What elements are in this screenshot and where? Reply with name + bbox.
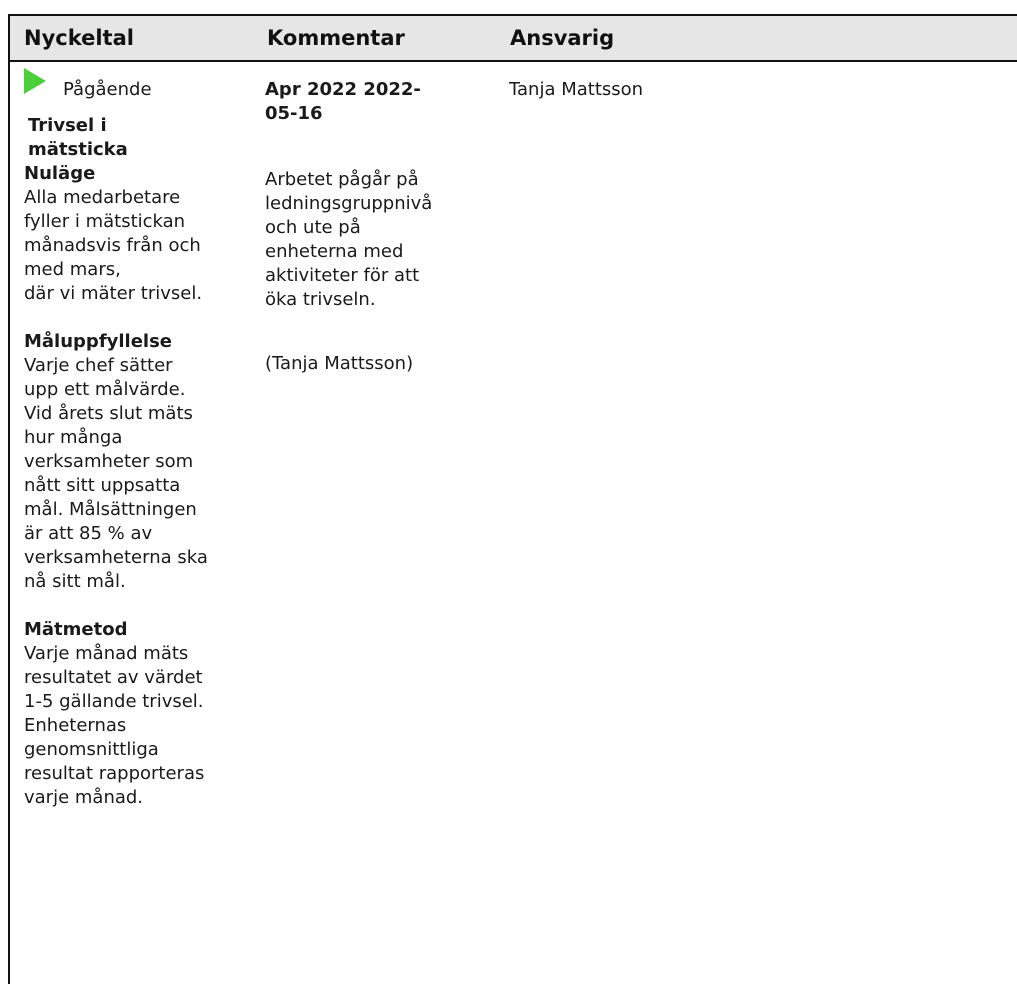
- section-title: Nuläge: [24, 163, 96, 184]
- section-spacer: [24, 306, 249, 330]
- table-header-row: [8, 14, 1017, 62]
- section-text: Varje chef sätter upp ett målvärde. Vid årets slut mäts hur många verksamheter som nått sitt uppsatta mål. Målsättningen är att 85 % av verksamheterna ska nå sitt mål.: [24, 355, 208, 592]
- status-indicator: [24, 66, 249, 102]
- comment-date-title: Apr 2022 2022- 05-16: [265, 79, 421, 124]
- section-title: Mätmetod: [24, 619, 128, 640]
- section-text: Alla medarbetare fyller i mätstickan månadsvis från och med mars, där vi mäter trivsel.: [24, 187, 203, 304]
- responsible-name: Tanja Mattsson: [509, 79, 644, 100]
- section-text: Varje månad mäts resultatet av värdet 1-5 gällande trivsel. Enheternas genomsnittliga resultat rapporteras varje månad.: [24, 643, 205, 808]
- table-left-border: [8, 62, 10, 984]
- indicator-name: Trivsel i mätsticka: [28, 115, 128, 160]
- play-triangle-icon: [24, 68, 46, 94]
- indicator-cell: [24, 66, 249, 810]
- responsible-cell: [509, 78, 809, 102]
- comment-author: (Tanja Mattsson): [265, 353, 414, 374]
- column-header-comment: Kommentar: [267, 26, 405, 50]
- comment-text: Arbetet pågår på ledningsgruppnivå och ute på enheterna med aktiviteter för att öka trivseln.: [265, 169, 433, 310]
- section-title: Måluppfyllelse: [24, 331, 173, 352]
- column-header-indicator: Nyckeltal: [24, 26, 134, 50]
- comment-cell: [265, 78, 495, 376]
- section-measurement-method: [24, 618, 249, 810]
- status-label: Pågående: [63, 79, 152, 100]
- section-current-state: [24, 162, 249, 306]
- column-header-responsible: Ansvarig: [510, 26, 615, 50]
- section-spacer: [24, 594, 249, 618]
- section-goal-fulfillment: [24, 330, 249, 594]
